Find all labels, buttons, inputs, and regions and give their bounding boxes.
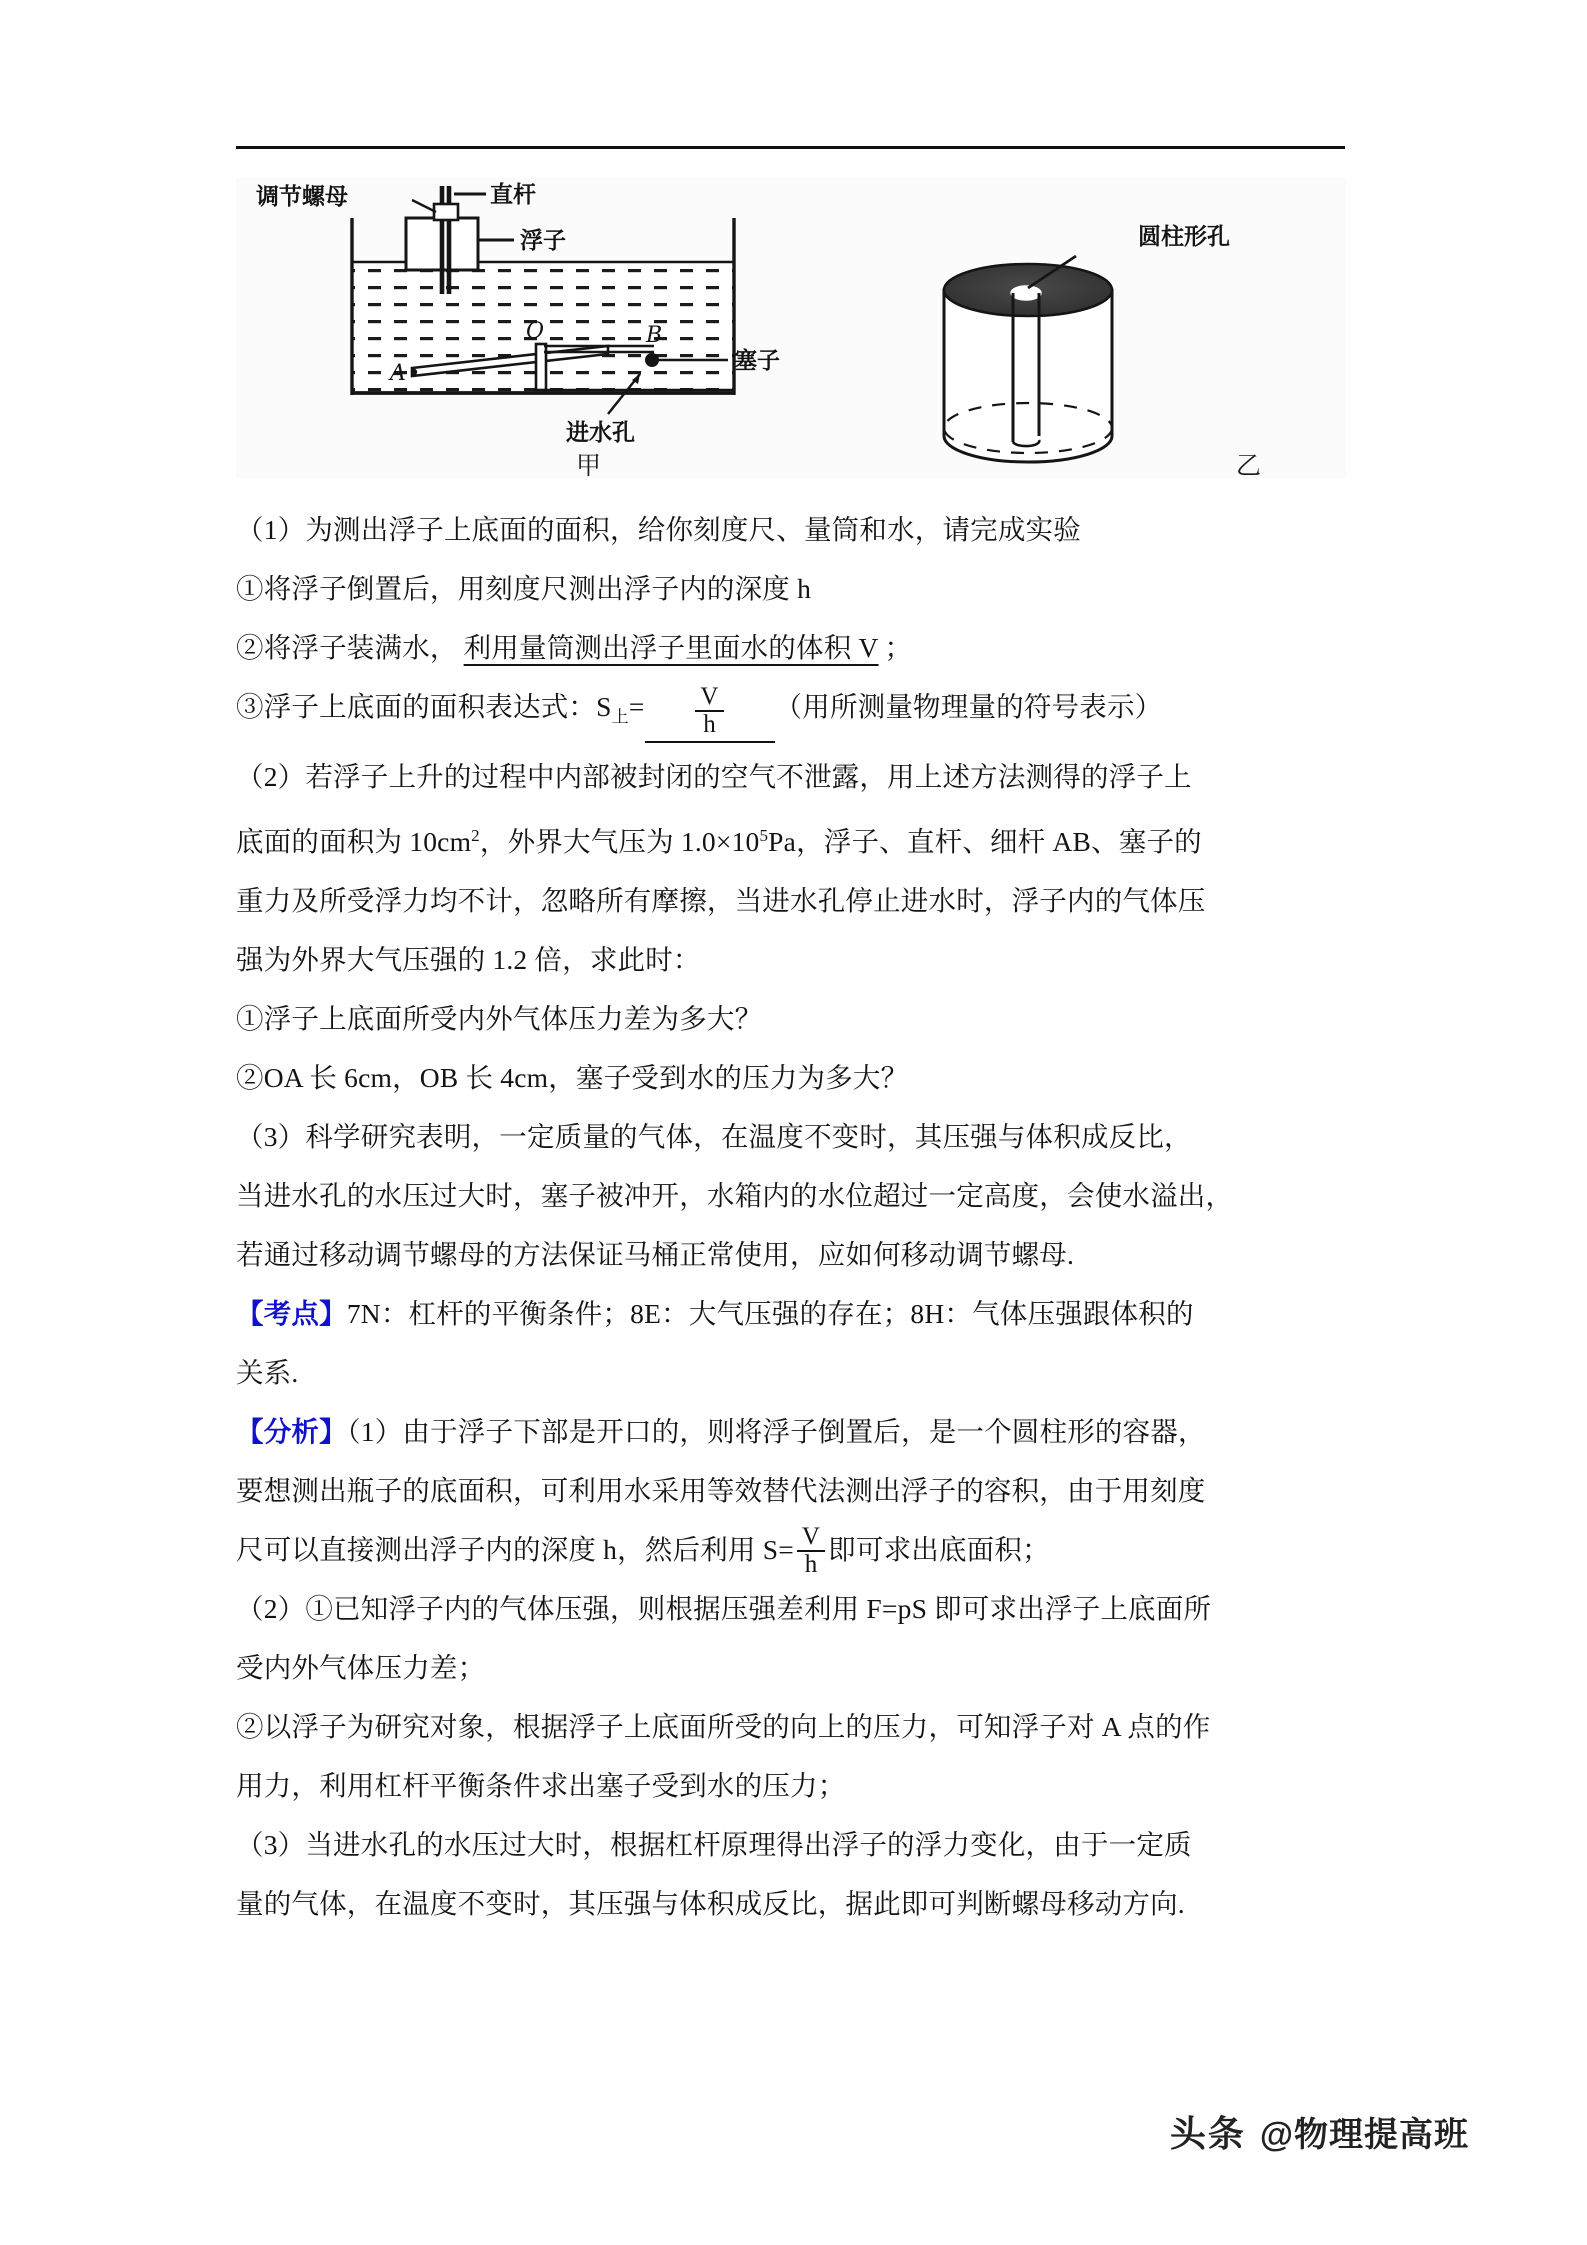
header-divider xyxy=(236,146,1345,149)
figure-point-o: O xyxy=(526,319,545,344)
question-1-step-2 xyxy=(236,618,1348,677)
figure-label-inlet: 进水孔 xyxy=(566,419,635,446)
q2-area-text: 底面的面积为 10cm xyxy=(236,825,472,857)
q1-step2-answer-blank: 利用量筒测出浮子里面水的体积 V xyxy=(463,632,879,663)
q2-area-exponent: 2 xyxy=(471,825,480,845)
document-body xyxy=(236,500,1348,1933)
fraction-denominator: h xyxy=(703,710,716,738)
q2-pressure-text: ，外界大气压为 1.0×10 xyxy=(479,825,760,857)
figure-caption-yi: 乙 xyxy=(1236,453,1262,480)
fenxi-line-8: （3）当进水孔的水压过大时，根据杠杆原理得出浮子的浮力变化，由于一定质 xyxy=(236,1828,1192,1860)
watermark xyxy=(1170,2106,1469,2157)
fenxi-line-9: 量的气体，在温度不变时，其压强与体积成反比，据此即可判断螺母移动方向. xyxy=(236,1887,1185,1919)
q2-pressure-exponent: 5 xyxy=(759,825,769,845)
fenxi-line-2: 要想测出瓶子的底面积，可利用水采用等效替代法测出浮子的容积，由于用刻度 xyxy=(236,1474,1206,1506)
figure-label-cyl-hole: 圆柱形孔 xyxy=(1138,223,1230,250)
figure-label-nut: 调节螺母 xyxy=(256,183,348,210)
q2-line2-tail: Pa，浮子、直杆、细杆 AB、塞子的 xyxy=(768,825,1202,857)
figure-label-rod: 直杆 xyxy=(490,181,536,208)
question-1-step-1: ①将浮子倒置后，用刻度尺测出浮子内的深度 h xyxy=(236,573,812,604)
question-2-line-4: 强为外界大气压强的 1.2 倍，求此时： xyxy=(236,943,701,975)
toutiao-logo: 头条 xyxy=(1169,2113,1246,2154)
question-3-line-2: 当进水孔的水压过大时，塞子被冲开，水箱内的水位超过一定高度，会使水溢出， xyxy=(236,1179,1234,1211)
q1-step3-answer-blank xyxy=(645,680,775,743)
fraction-v-over-h xyxy=(695,684,723,737)
fenxi-line-3 xyxy=(236,1520,1348,1579)
fraction-v-over-h-2 xyxy=(797,1524,825,1577)
kaodian-text: 7N：杠杆的平衡条件；8E：大气压强的存在；8H：气体压强跟体积的 xyxy=(346,1297,1194,1329)
fraction-denominator-2: h xyxy=(804,1550,818,1578)
question-3-line-1: （3）科学研究表明，一定质量的气体，在温度不变时，其压强与体积成反比， xyxy=(236,1120,1192,1152)
watermark-account-name: @物理提高班 xyxy=(1259,2116,1469,2154)
physics-figure xyxy=(236,178,1346,478)
q1-step2-prefix: ②将浮子装满水， xyxy=(236,632,458,663)
question-2-sub-2: ②OA 长 6cm，OB 长 4cm，塞子受到水的压力为多大？ xyxy=(236,1061,909,1093)
q1-step3-prefix: ③浮子上底面的面积表达式：S xyxy=(236,691,612,722)
fenxi-line-1 xyxy=(236,1402,1348,1461)
question-3-line-3: 若通过移动调节螺母的方法保证马桶正常使用，应如何移动调节螺母. xyxy=(236,1238,1075,1270)
kaodian-line-1 xyxy=(236,1284,1348,1343)
question-1-line: （1）为测出浮子上底面的面积，给你刻度尺、量筒和水，请完成实验 xyxy=(236,514,1081,545)
q1-step3-subscript: 上 xyxy=(611,707,629,727)
fenxi-line3-prefix: 尺可以直接测出浮子内的深度 h，然后利用 S= xyxy=(236,1533,794,1565)
fenxi-line-4: （2）①已知浮子内的气体压强，则根据压强差利用 F=pS 即可求出浮子上底面所 xyxy=(236,1592,1212,1624)
fenxi-line-6: ②以浮子为研究对象，根据浮子上底面所受的向上的压力，可知浮子对 A 点的作 xyxy=(236,1710,1211,1742)
fraction-numerator: V xyxy=(695,684,723,712)
figure-label-float: 浮子 xyxy=(520,227,566,254)
kaodian-tag: 【考点】 xyxy=(236,1297,347,1329)
figure-point-a: A xyxy=(390,361,406,386)
fenxi-text-1: （1）由于浮子下部是开口的，则将浮子倒置后，是一个圆柱形的容器， xyxy=(346,1415,1206,1447)
figure-point-b: B xyxy=(646,323,663,348)
kaodian-line-2: 关系. xyxy=(236,1356,299,1388)
fenxi-line-5: 受内外气体压力差； xyxy=(236,1651,486,1683)
q1-step3-equals: = xyxy=(628,691,645,722)
figure-drawing xyxy=(236,178,1346,478)
fenxi-line-7: 用力，利用杠杆平衡条件求出塞子受到水的压力； xyxy=(236,1769,846,1801)
question-1-step-3 xyxy=(236,677,1348,747)
question-2-line-2 xyxy=(236,806,1348,871)
question-2-line-1: （2）若浮子上升的过程中内部被封闭的空气不泄露，用上述方法测得的浮子上 xyxy=(236,760,1192,792)
question-2-sub-1: ①浮子上底面所受内外气体压力差为多大？ xyxy=(236,1002,763,1034)
q1-step2-suffix: ； xyxy=(884,632,913,663)
fraction-numerator-2: V xyxy=(797,1524,825,1552)
fenxi-line3-suffix: 即可求出底面积； xyxy=(828,1533,1050,1565)
question-2-line-3: 重力及所受浮力均不计，忽略所有摩擦，当进水孔停止进水时，浮子内的气体压 xyxy=(236,884,1206,916)
fenxi-tag: 【分析】 xyxy=(236,1415,347,1447)
figure-label-plug: 塞子 xyxy=(734,347,780,374)
figure-caption-jia: 甲 xyxy=(576,453,602,480)
q1-step3-suffix: （用所测量物理量的符号表示） xyxy=(774,691,1163,722)
